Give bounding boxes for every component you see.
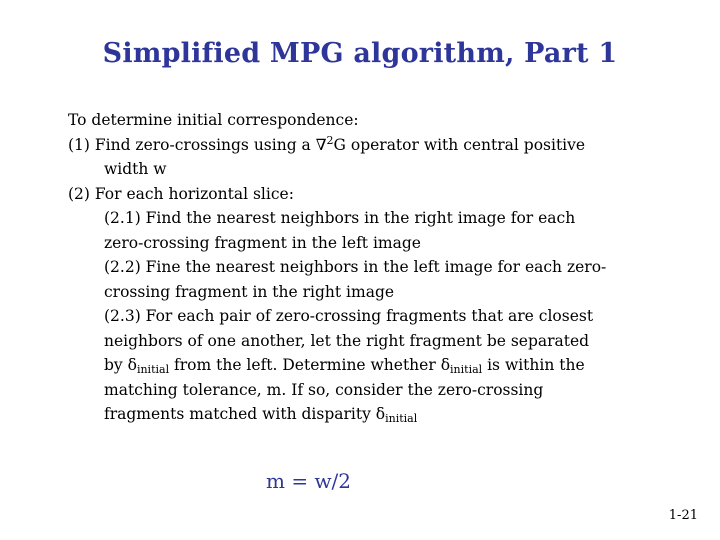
text-from-left: from the left. Determine whether bbox=[169, 356, 441, 374]
subscript-initial: initial bbox=[385, 412, 418, 425]
step-2-3-line-5 bbox=[104, 402, 668, 427]
step-2-3-line-4: matching tolerance, m. If so, consider the zero-crossing bbox=[104, 380, 544, 399]
step-1-line-1 bbox=[68, 133, 668, 158]
text-within: is within the bbox=[482, 356, 585, 374]
step-2-3-line-2: neighbors of one another, let the right fragment be separated bbox=[104, 331, 590, 350]
superscript-2: 2 bbox=[326, 133, 334, 147]
step-2-3-line-1: (2.3) For each pair of zero-crossing fragments that are closest bbox=[104, 307, 594, 325]
intro-line: To determine initial correspondence: bbox=[68, 111, 359, 129]
step-2-3-block bbox=[68, 304, 668, 427]
delta-symbol: δ bbox=[440, 356, 451, 374]
step-2-line: (2) For each horizontal slice: bbox=[68, 184, 294, 203]
step-1-text: (1) Find zero-crossings using a bbox=[68, 135, 316, 154]
subscript-initial: initial bbox=[136, 363, 170, 376]
step-2-3-line-3 bbox=[104, 353, 668, 378]
step-1-line-2: width w bbox=[104, 160, 167, 178]
step-2-1-line-1: (2.1) Find the nearest neighbors in the right image for each bbox=[104, 209, 576, 227]
step-2-1-line-2: zero-crossing fragment in the left image bbox=[104, 233, 421, 252]
text-by: by bbox=[104, 356, 128, 374]
step-1-text-cont: G operator with central positive bbox=[333, 135, 586, 154]
page-number: 1-21 bbox=[668, 508, 698, 523]
formula: m = w/2 bbox=[266, 469, 352, 493]
delta-symbol: δ bbox=[127, 356, 137, 374]
step-2-2-line-1: (2.2) Fine the nearest neighbors in the left image for each zero- bbox=[104, 258, 607, 276]
subscript-initial: initial bbox=[450, 363, 483, 376]
step-2-2-block bbox=[68, 255, 668, 304]
slide-body bbox=[68, 108, 668, 427]
delta-symbol: δ bbox=[375, 405, 386, 423]
step-2-1-block bbox=[68, 206, 668, 255]
text-disparity: fragments matched with disparity bbox=[104, 405, 376, 423]
step-2-2-line-2: crossing fragment in the right image bbox=[104, 282, 395, 301]
slide-title: Simplified MPG algorithm, Part 1 bbox=[102, 38, 618, 69]
nabla-symbol: ∇ bbox=[315, 135, 327, 154]
